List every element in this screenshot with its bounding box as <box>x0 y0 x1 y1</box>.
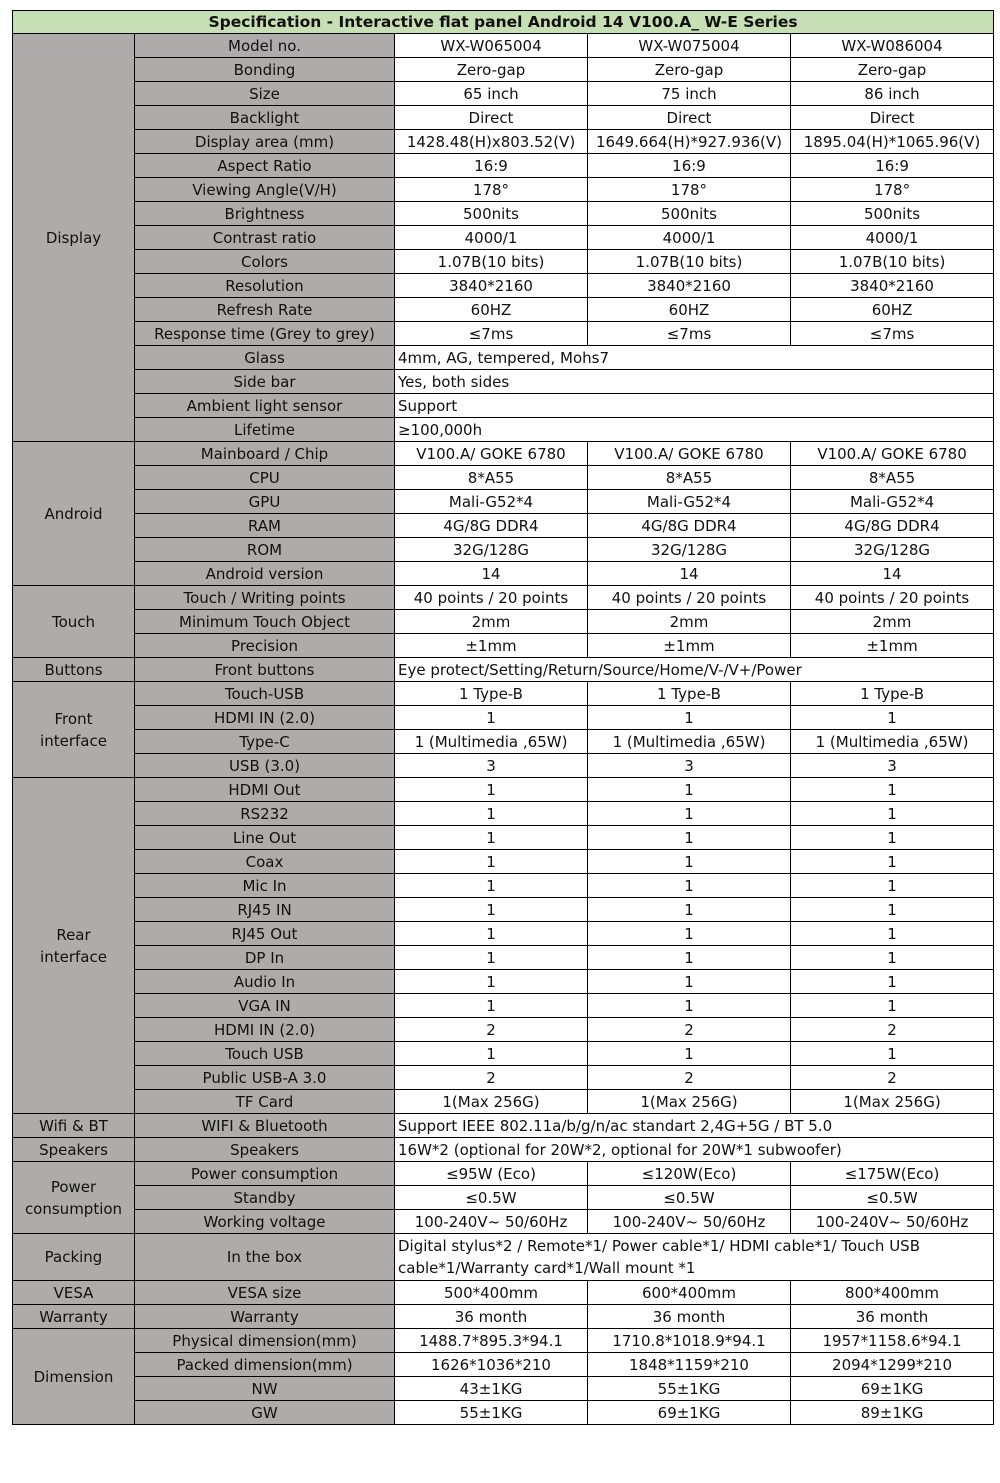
spec-value: Zero-gap <box>395 58 588 82</box>
param-label: Backlight <box>135 106 395 130</box>
spec-value: 16:9 <box>588 154 791 178</box>
spec-value: 69±1KG <box>791 1377 994 1401</box>
table-row <box>13 658 994 682</box>
spec-value: 1 <box>588 802 791 826</box>
spec-value: 1 Type-B <box>395 682 588 706</box>
table-row <box>13 946 994 970</box>
table-row <box>13 58 994 82</box>
table-row <box>13 370 994 394</box>
title-row <box>13 11 994 34</box>
param-label: Minimum Touch Object <box>135 610 395 634</box>
table-row <box>13 1401 994 1425</box>
spec-value: 100-240V~ 50/60Hz <box>588 1210 791 1234</box>
spec-value: 1 <box>588 970 791 994</box>
spec-value: 1(Max 256G) <box>395 1090 588 1114</box>
table-row <box>13 1353 994 1377</box>
spec-value: 1 Type-B <box>791 682 994 706</box>
param-label: Front buttons <box>135 658 395 682</box>
spec-value: 1 <box>588 778 791 802</box>
param-label: HDMI IN (2.0) <box>135 1018 395 1042</box>
param-label: CPU <box>135 466 395 490</box>
spec-value: 1 <box>588 898 791 922</box>
section-label: Buttons <box>13 658 135 682</box>
spec-value: 4G/8G DDR4 <box>395 514 588 538</box>
spec-value: 4G/8G DDR4 <box>791 514 994 538</box>
section-label: Power consumption <box>13 1162 135 1234</box>
spec-value: ≤120W(Eco) <box>588 1162 791 1186</box>
spec-value: Direct <box>791 106 994 130</box>
spec-value: 8*A55 <box>588 466 791 490</box>
spec-value: Support <box>395 394 994 418</box>
spec-value: 1 <box>395 1042 588 1066</box>
spec-value: 2 <box>588 1018 791 1042</box>
spec-value: 65 inch <box>395 82 588 106</box>
table-row <box>13 1234 994 1281</box>
table-row <box>13 130 994 154</box>
param-label: Size <box>135 82 395 106</box>
table-row <box>13 1377 994 1401</box>
spec-value: 2 <box>588 1066 791 1090</box>
spec-value: ≤0.5W <box>791 1186 994 1210</box>
param-label: Touch-USB <box>135 682 395 706</box>
table-row <box>13 802 994 826</box>
section-label: Touch <box>13 586 135 658</box>
param-label: ROM <box>135 538 395 562</box>
spec-value: ≥100,000h <box>395 418 994 442</box>
table-row <box>13 778 994 802</box>
spec-value: 800*400mm <box>791 1281 994 1305</box>
table-row <box>13 874 994 898</box>
param-label: Touch / Writing points <box>135 586 395 610</box>
spec-value: Zero-gap <box>588 58 791 82</box>
spec-value: Mali-G52*4 <box>588 490 791 514</box>
spec-value: 600*400mm <box>588 1281 791 1305</box>
param-label: Line Out <box>135 826 395 850</box>
spec-value: 55±1KG <box>588 1377 791 1401</box>
spec-value: Support IEEE 802.11a/b/g/n/ac standart 2,4G+5G / BT 5.0 <box>395 1114 994 1138</box>
table-row <box>13 682 994 706</box>
spec-value: ≤7ms <box>791 322 994 346</box>
param-label: Precision <box>135 634 395 658</box>
spec-value: 2 <box>395 1066 588 1090</box>
table-row <box>13 610 994 634</box>
spec-value: 55±1KG <box>395 1401 588 1425</box>
table-row <box>13 586 994 610</box>
spec-value: 1 <box>588 850 791 874</box>
table-row <box>13 898 994 922</box>
param-label: Colors <box>135 250 395 274</box>
spec-value: 1 <box>588 994 791 1018</box>
table-row <box>13 970 994 994</box>
table-title: Specification - Interactive flat panel Android 14 V100.A_ W-E Series <box>13 11 994 34</box>
spec-value: Yes, both sides <box>395 370 994 394</box>
spec-value: Eye protect/Setting/Return/Source/Home/V-/V+/Power <box>395 658 994 682</box>
table-row <box>13 298 994 322</box>
spec-value: ≤95W (Eco) <box>395 1162 588 1186</box>
table-row <box>13 490 994 514</box>
table-row <box>13 202 994 226</box>
spec-value: 1 <box>791 850 994 874</box>
spec-value: 178° <box>395 178 588 202</box>
spec-value: 1957*1158.6*94.1 <box>791 1329 994 1353</box>
param-label: Mainboard / Chip <box>135 442 395 466</box>
table-row <box>13 634 994 658</box>
table-row <box>13 514 994 538</box>
param-label: Bonding <box>135 58 395 82</box>
param-label: In the box <box>135 1234 395 1281</box>
spec-value: 60HZ <box>588 298 791 322</box>
spec-value: 1 <box>395 874 588 898</box>
spec-value: 1(Max 256G) <box>588 1090 791 1114</box>
table-row <box>13 322 994 346</box>
spec-value: 4000/1 <box>588 226 791 250</box>
spec-value: Mali-G52*4 <box>395 490 588 514</box>
spec-value: 69±1KG <box>588 1401 791 1425</box>
spec-table <box>12 10 994 1425</box>
spec-value: 1 <box>791 706 994 730</box>
spec-value: 1710.8*1018.9*94.1 <box>588 1329 791 1353</box>
table-row <box>13 1186 994 1210</box>
spec-value: 2mm <box>588 610 791 634</box>
spec-value: 2 <box>791 1018 994 1042</box>
spec-value: 3840*2160 <box>791 274 994 298</box>
spec-value: 1 <box>395 850 588 874</box>
spec-value: 60HZ <box>791 298 994 322</box>
spec-value: 1 <box>395 826 588 850</box>
spec-value: 1488.7*895.3*94.1 <box>395 1329 588 1353</box>
spec-value: 75 inch <box>588 82 791 106</box>
spec-value: V100.A/ GOKE 6780 <box>791 442 994 466</box>
spec-value: 4000/1 <box>395 226 588 250</box>
spec-value: 2mm <box>791 610 994 634</box>
spec-value: 500nits <box>791 202 994 226</box>
spec-value: 1.07B(10 bits) <box>588 250 791 274</box>
param-label: Type-C <box>135 730 395 754</box>
table-row <box>13 1210 994 1234</box>
param-label: HDMI IN (2.0) <box>135 706 395 730</box>
spec-value: 100-240V~ 50/60Hz <box>791 1210 994 1234</box>
spec-value: Mali-G52*4 <box>791 490 994 514</box>
spec-value: 1.07B(10 bits) <box>791 250 994 274</box>
spec-value: 1 <box>395 994 588 1018</box>
param-label: NW <box>135 1377 395 1401</box>
spec-value: 32G/128G <box>791 538 994 562</box>
spec-value: 1 <box>395 802 588 826</box>
spec-value: 1 <box>791 826 994 850</box>
spec-value: 86 inch <box>791 82 994 106</box>
spec-value: V100.A/ GOKE 6780 <box>588 442 791 466</box>
section-label: Speakers <box>13 1138 135 1162</box>
param-label: Display area (mm) <box>135 130 395 154</box>
spec-value: 178° <box>791 178 994 202</box>
spec-value: ≤0.5W <box>588 1186 791 1210</box>
spec-value: ±1mm <box>791 634 994 658</box>
spec-value: 1 (Multimedia ,65W) <box>395 730 588 754</box>
spec-value: 500nits <box>588 202 791 226</box>
spec-value: Zero-gap <box>791 58 994 82</box>
param-label: Speakers <box>135 1138 395 1162</box>
param-label: Physical dimension(mm) <box>135 1329 395 1353</box>
spec-value: 1626*1036*210 <box>395 1353 588 1377</box>
param-label: GPU <box>135 490 395 514</box>
param-label: RAM <box>135 514 395 538</box>
spec-value: 8*A55 <box>791 466 994 490</box>
section-label: VESA <box>13 1281 135 1305</box>
param-label: Resolution <box>135 274 395 298</box>
spec-value: 16:9 <box>791 154 994 178</box>
spec-value: 1848*1159*210 <box>588 1353 791 1377</box>
spec-value: 1.07B(10 bits) <box>395 250 588 274</box>
table-row <box>13 466 994 490</box>
spec-value: 1 <box>395 706 588 730</box>
param-label: Ambient light sensor <box>135 394 395 418</box>
param-label: DP In <box>135 946 395 970</box>
spec-value: ≤7ms <box>588 322 791 346</box>
spec-value: 16:9 <box>395 154 588 178</box>
param-label: VGA IN <box>135 994 395 1018</box>
spec-value: 2 <box>395 1018 588 1042</box>
spec-value: 1428.48(H)x803.52(V) <box>395 130 588 154</box>
spec-value: ±1mm <box>395 634 588 658</box>
spec-value: 40 points / 20 points <box>791 586 994 610</box>
param-label: Android version <box>135 562 395 586</box>
section-label: Dimension <box>13 1329 135 1425</box>
spec-value: 1 <box>395 946 588 970</box>
param-label: HDMI Out <box>135 778 395 802</box>
param-label: Working voltage <box>135 1210 395 1234</box>
param-label: Brightness <box>135 202 395 226</box>
param-label: USB (3.0) <box>135 754 395 778</box>
table-row <box>13 442 994 466</box>
spec-value: 1 <box>791 874 994 898</box>
spec-value: 1 <box>791 922 994 946</box>
param-label: Refresh Rate <box>135 298 395 322</box>
spec-value: 100-240V~ 50/60Hz <box>395 1210 588 1234</box>
spec-value: 1 Type-B <box>588 682 791 706</box>
table-row <box>13 538 994 562</box>
spec-value: 1(Max 256G) <box>791 1090 994 1114</box>
section-label: Display <box>13 34 135 442</box>
spec-value: 500nits <box>395 202 588 226</box>
spec-value: 500*400mm <box>395 1281 588 1305</box>
param-label: Response time (Grey to grey) <box>135 322 395 346</box>
spec-value: 4G/8G DDR4 <box>588 514 791 538</box>
table-row <box>13 1281 994 1305</box>
table-row <box>13 346 994 370</box>
spec-value: 3840*2160 <box>395 274 588 298</box>
spec-value: 16W*2 (optional for 20W*2, optional for 20W*1 subwoofer) <box>395 1138 994 1162</box>
spec-value: 1 <box>395 970 588 994</box>
spec-value: 1 <box>588 706 791 730</box>
spec-value: 178° <box>588 178 791 202</box>
spec-value: 1 <box>588 946 791 970</box>
spec-value: Direct <box>395 106 588 130</box>
param-label: Model no. <box>135 34 395 58</box>
spec-value: Direct <box>588 106 791 130</box>
param-label: RS232 <box>135 802 395 826</box>
spec-value: 1649.664(H)*927.936(V) <box>588 130 791 154</box>
spec-value: 3 <box>588 754 791 778</box>
param-label: Side bar <box>135 370 395 394</box>
param-label: Lifetime <box>135 418 395 442</box>
spec-value: 1 <box>588 874 791 898</box>
spec-value: V100.A/ GOKE 6780 <box>395 442 588 466</box>
spec-value: Digital stylus*2 / Remote*1/ Power cable*1/ HDMI cable*1/ Touch USB cable*1/Warranty card*1/Wall mount *1 <box>395 1234 994 1281</box>
table-row <box>13 1305 994 1329</box>
spec-value: 1 <box>791 994 994 1018</box>
param-label: Glass <box>135 346 395 370</box>
param-label: Mic In <box>135 874 395 898</box>
spec-value: 40 points / 20 points <box>588 586 791 610</box>
table-row <box>13 730 994 754</box>
spec-value: 1895.04(H)*1065.96(V) <box>791 130 994 154</box>
section-label: Wifi & BT <box>13 1114 135 1138</box>
param-label: GW <box>135 1401 395 1425</box>
spec-value: 36 month <box>588 1305 791 1329</box>
table-row <box>13 706 994 730</box>
table-row <box>13 1066 994 1090</box>
param-label: RJ45 Out <box>135 922 395 946</box>
table-row <box>13 82 994 106</box>
table-row <box>13 1329 994 1353</box>
table-row <box>13 994 994 1018</box>
section-label: Android <box>13 442 135 586</box>
section-label: Packing <box>13 1234 135 1281</box>
param-label: TF Card <box>135 1090 395 1114</box>
spec-value: 2 <box>791 1066 994 1090</box>
param-label: RJ45 IN <box>135 898 395 922</box>
param-label: Packed dimension(mm) <box>135 1353 395 1377</box>
spec-value: 2094*1299*210 <box>791 1353 994 1377</box>
spec-value: 1 <box>395 922 588 946</box>
table-row <box>13 394 994 418</box>
param-label: WIFI & Bluetooth <box>135 1114 395 1138</box>
param-label: Audio In <box>135 970 395 994</box>
spec-value: 2mm <box>395 610 588 634</box>
spec-value: 4mm, AG, tempered, Mohs7 <box>395 346 994 370</box>
table-row <box>13 562 994 586</box>
table-row <box>13 250 994 274</box>
spec-value: 1 <box>791 1042 994 1066</box>
spec-value: 1 <box>395 898 588 922</box>
param-label: Contrast ratio <box>135 226 395 250</box>
param-label: Power consumption <box>135 1162 395 1186</box>
param-label: Touch USB <box>135 1042 395 1066</box>
spec-value: 14 <box>395 562 588 586</box>
section-label: Rear interface <box>13 778 135 1114</box>
param-label: Viewing Angle(V/H) <box>135 178 395 202</box>
table-row <box>13 106 994 130</box>
spec-value: 1 <box>791 802 994 826</box>
table-row <box>13 1114 994 1138</box>
spec-value: ±1mm <box>588 634 791 658</box>
param-label: Standby <box>135 1186 395 1210</box>
spec-value: ≤175W(Eco) <box>791 1162 994 1186</box>
spec-value: 1 <box>791 778 994 802</box>
spec-value: 1 <box>588 1042 791 1066</box>
spec-value: 36 month <box>791 1305 994 1329</box>
spec-value: ≤7ms <box>395 322 588 346</box>
spec-value: 1 <box>791 946 994 970</box>
param-label: VESA size <box>135 1281 395 1305</box>
spec-value: 1 <box>395 778 588 802</box>
table-row <box>13 1090 994 1114</box>
param-label: Public USB-A 3.0 <box>135 1066 395 1090</box>
model-name: WX-W065004 <box>395 34 588 58</box>
spec-value: 32G/128G <box>588 538 791 562</box>
table-row <box>13 178 994 202</box>
table-row <box>13 1018 994 1042</box>
table-row <box>13 418 994 442</box>
section-label: Warranty <box>13 1305 135 1329</box>
spec-value: 36 month <box>395 1305 588 1329</box>
table-row <box>13 826 994 850</box>
spec-value: 1 (Multimedia ,65W) <box>588 730 791 754</box>
spec-value: 1 <box>588 922 791 946</box>
model-name: WX-W075004 <box>588 34 791 58</box>
spec-value: 89±1KG <box>791 1401 994 1425</box>
table-row <box>13 1138 994 1162</box>
param-label: Aspect Ratio <box>135 154 395 178</box>
spec-body <box>13 34 994 1425</box>
table-row <box>13 1162 994 1186</box>
param-label: Coax <box>135 850 395 874</box>
spec-value: 60HZ <box>395 298 588 322</box>
table-row <box>13 226 994 250</box>
spec-value: 1 <box>791 898 994 922</box>
table-row <box>13 850 994 874</box>
param-label: Warranty <box>135 1305 395 1329</box>
spec-value: 1 <box>791 970 994 994</box>
table-row <box>13 922 994 946</box>
spec-value: 14 <box>791 562 994 586</box>
table-row <box>13 754 994 778</box>
spec-value: 43±1KG <box>395 1377 588 1401</box>
spec-value: 1 <box>588 826 791 850</box>
model-name: WX-W086004 <box>791 34 994 58</box>
section-label: Front interface <box>13 682 135 778</box>
table-row <box>13 274 994 298</box>
spec-value: 32G/128G <box>395 538 588 562</box>
model-row <box>13 34 994 58</box>
spec-value: 3 <box>791 754 994 778</box>
spec-value: 3840*2160 <box>588 274 791 298</box>
spec-value: 8*A55 <box>395 466 588 490</box>
spec-value: 40 points / 20 points <box>395 586 588 610</box>
table-row <box>13 154 994 178</box>
spec-value: 14 <box>588 562 791 586</box>
spec-value: 4000/1 <box>791 226 994 250</box>
spec-value: 1 (Multimedia ,65W) <box>791 730 994 754</box>
table-row <box>13 1042 994 1066</box>
spec-value: 3 <box>395 754 588 778</box>
spec-value: ≤0.5W <box>395 1186 588 1210</box>
